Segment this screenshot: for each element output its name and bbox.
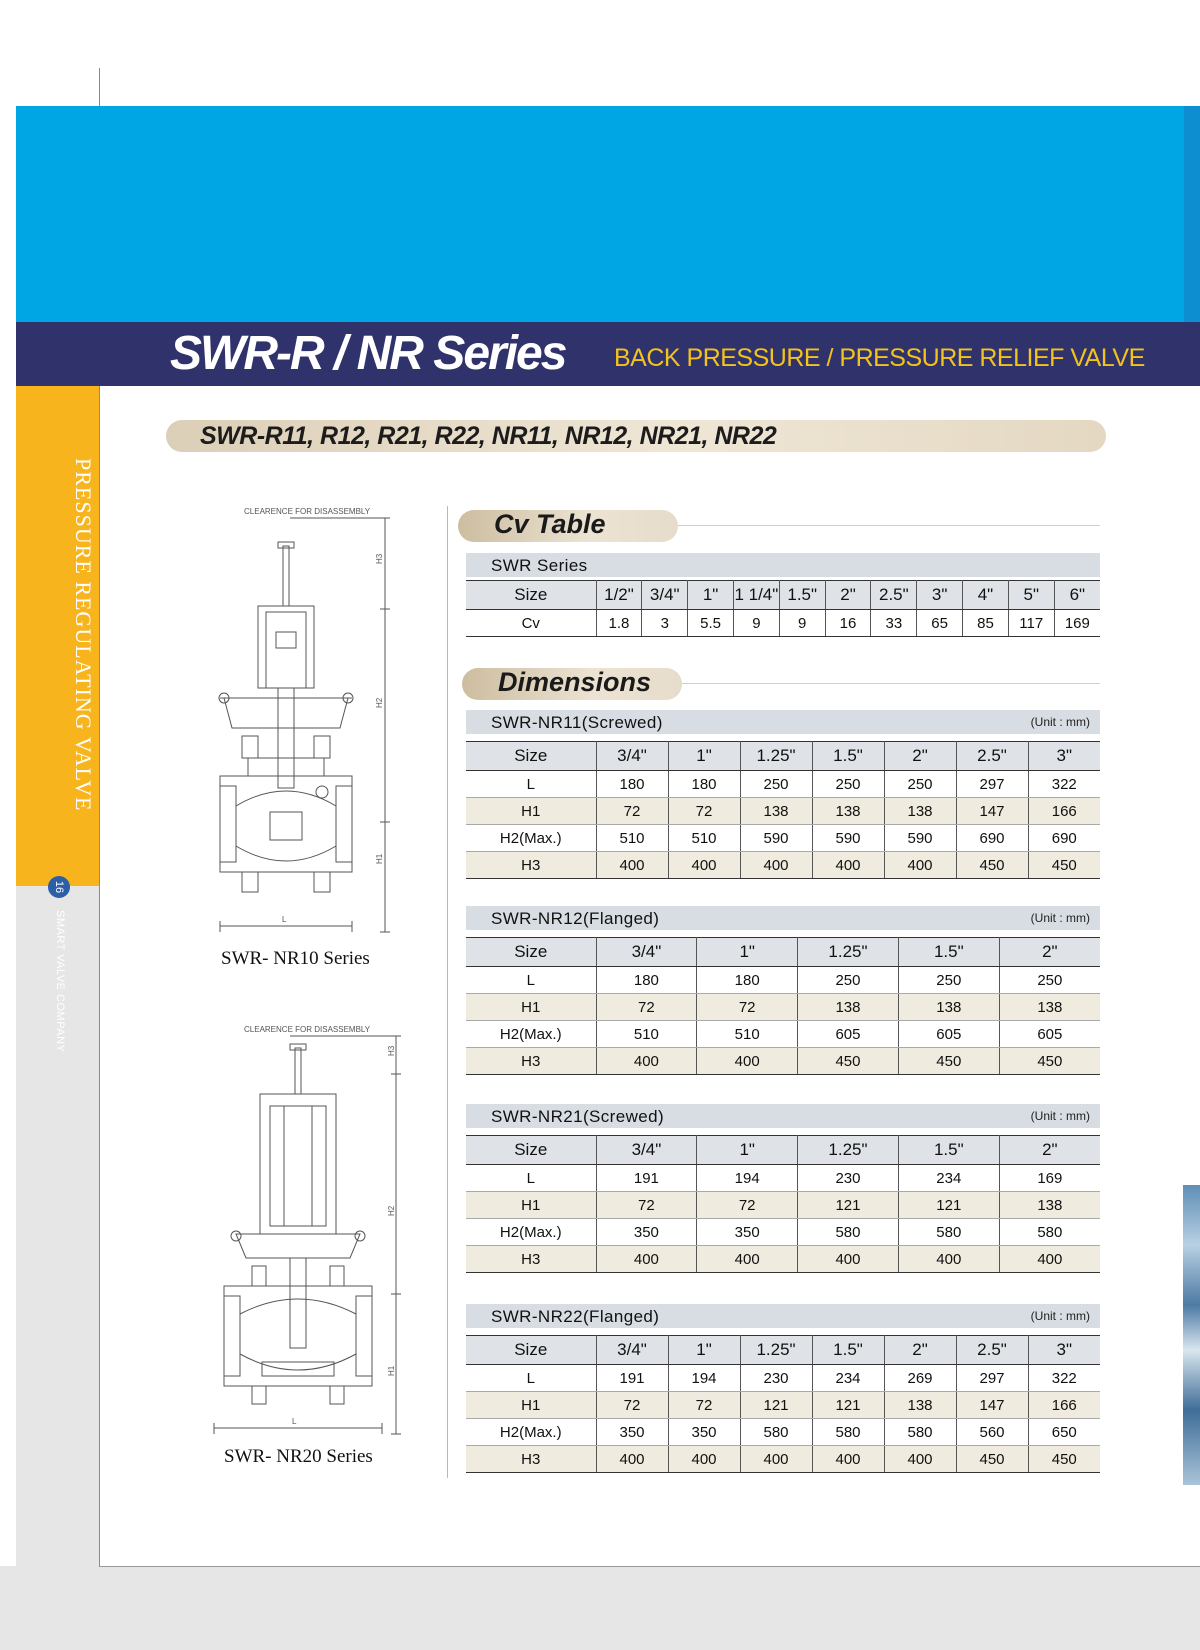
dim-value-cell: 72 (697, 1192, 798, 1219)
dim-value-cell: 400 (668, 1446, 740, 1473)
dim-row-h2max (466, 1419, 1100, 1446)
dim-row-label: H1 (466, 994, 596, 1021)
dim-value-cell: 450 (999, 1048, 1100, 1075)
dim-table (466, 1135, 1100, 1273)
dim-size-label: Size (466, 1136, 596, 1165)
side-vertical-title: PRESSURE REGULATING VALVE (71, 458, 96, 812)
dim-size-cell: 3" (1028, 1336, 1100, 1365)
dim-value-cell: 590 (740, 825, 812, 852)
dim-size-cell: 1" (697, 1136, 798, 1165)
cv-size-cell: 3/4" (642, 581, 688, 610)
clearance-text: CLEARENCE FOR DISASSEMBLY (244, 1025, 371, 1034)
dim-value-cell: 400 (596, 1246, 697, 1273)
dim-size-cell: 3" (1028, 742, 1100, 771)
cv-value-cell: 9 (779, 610, 825, 637)
dim-size-cell: 2" (884, 1336, 956, 1365)
dim-value-cell: 650 (1028, 1419, 1100, 1446)
dim-value-cell: 350 (668, 1419, 740, 1446)
dim-value-cell: 147 (956, 1392, 1028, 1419)
dim-value-cell: 138 (740, 798, 812, 825)
cv-size-cell: 1 1/4" (733, 581, 779, 610)
cv-value-cell: 9 (733, 610, 779, 637)
cv-size-cell: 4" (963, 581, 1009, 610)
dim-value-cell: 191 (596, 1365, 668, 1392)
dim-value-cell: 180 (596, 967, 697, 994)
dim-value-cell: 138 (798, 994, 899, 1021)
cv-value-cell: 3 (642, 610, 688, 637)
dim-value-cell: 590 (812, 825, 884, 852)
dim-size-label: Size (466, 1336, 596, 1365)
cv-value-cell: 117 (1008, 610, 1054, 637)
cv-value-cell: 169 (1054, 610, 1100, 637)
dim-row-label: H2(Max.) (466, 1021, 596, 1048)
dim-row-h3 (466, 1246, 1100, 1273)
dim-size-row (466, 742, 1100, 771)
dim-value-cell: 191 (596, 1165, 697, 1192)
dim-value-cell: 72 (596, 798, 668, 825)
dim-value-cell: 138 (898, 994, 999, 1021)
dim-value-cell: 138 (812, 798, 884, 825)
cv-size-cell: 1/2" (596, 581, 642, 610)
dim-value-cell: 121 (812, 1392, 884, 1419)
dim-size-label: Size (466, 742, 596, 771)
dim-value-cell: 690 (956, 825, 1028, 852)
dim-table (466, 741, 1100, 879)
dim-size-cell: 1" (668, 742, 740, 771)
dim-table-name: SWR-NR11(Screwed) (491, 713, 663, 732)
valve-drawing-nr20 (200, 1014, 460, 1444)
series-subtitle: BACK PRESSURE / PRESSURE RELIEF VALVE (614, 344, 1145, 372)
dim-value-cell: 250 (812, 771, 884, 798)
dim-table-header (466, 906, 1100, 930)
dim-table (466, 937, 1100, 1075)
dim-value-cell: 166 (1028, 1392, 1100, 1419)
cv-size-cell: 6" (1054, 581, 1100, 610)
dim-value-cell: 166 (1028, 798, 1100, 825)
dim-value-cell: 297 (956, 1365, 1028, 1392)
dim-size-cell: 1.25" (740, 1336, 812, 1365)
dim-row-h2max (466, 1021, 1100, 1048)
dim-value-cell: 194 (697, 1165, 798, 1192)
dim-value-cell: 605 (798, 1021, 899, 1048)
dim-value-cell: 690 (1028, 825, 1100, 852)
dim-row-label: H3 (466, 1048, 596, 1075)
dim-value-cell: 230 (740, 1365, 812, 1392)
dim-size-cell: 3/4" (596, 1336, 668, 1365)
dim-value-cell: 250 (740, 771, 812, 798)
dim-value-cell: 350 (596, 1419, 668, 1446)
drawing-label-nr10: SWR- NR10 Series (221, 948, 370, 969)
dim-size-row (466, 1336, 1100, 1365)
top-banner (16, 106, 1200, 322)
dim-value-cell: 169 (999, 1165, 1100, 1192)
cv-size-cell: 2.5" (871, 581, 917, 610)
dim-size-cell: 1.5" (898, 1136, 999, 1165)
dim-row-label: L (466, 1365, 596, 1392)
dim-h3: H3 (387, 1045, 396, 1056)
dim-value-cell: 450 (898, 1048, 999, 1075)
dim-value-cell: 269 (884, 1365, 956, 1392)
dim-size-cell: 3/4" (596, 938, 697, 967)
dim-value-cell: 605 (999, 1021, 1100, 1048)
dim-value-cell: 72 (668, 1392, 740, 1419)
dim-value-cell: 250 (898, 967, 999, 994)
dim-value-cell: 138 (884, 1392, 956, 1419)
dim-row-h3 (466, 1048, 1100, 1075)
section-line-dimensions (682, 683, 1100, 684)
dim-value-cell: 230 (798, 1165, 899, 1192)
dim-value-cell: 121 (798, 1192, 899, 1219)
dim-value-cell: 400 (596, 852, 668, 879)
dim-size-cell: 2" (999, 1136, 1100, 1165)
dim-value-cell: 400 (697, 1246, 798, 1273)
dim-value-cell: 297 (956, 771, 1028, 798)
dim-value-cell: 400 (999, 1246, 1100, 1273)
dim-value-cell: 400 (697, 1048, 798, 1075)
dim-value-cell: 72 (697, 994, 798, 1021)
dim-size-label: Size (466, 938, 596, 967)
dim-size-cell: 2.5" (956, 1336, 1028, 1365)
dim-row-h1 (466, 798, 1100, 825)
dim-size-cell: 2" (999, 938, 1100, 967)
clearance-text: CLEARENCE FOR DISASSEMBLY (244, 507, 371, 516)
dim-size-cell: 1" (697, 938, 798, 967)
dim-table-unit: (Unit : mm) (1030, 1109, 1090, 1123)
dim-value-cell: 400 (798, 1246, 899, 1273)
dim-row-label: H1 (466, 798, 596, 825)
dim-row-h2max (466, 825, 1100, 852)
dim-value-cell: 450 (956, 852, 1028, 879)
dim-row-label: H2(Max.) (466, 825, 596, 852)
dim-row-h1 (466, 1192, 1100, 1219)
dim-size-cell: 1.25" (740, 742, 812, 771)
dim-table-unit: (Unit : mm) (1030, 1309, 1090, 1323)
dim-table-name: SWR-NR21(Screwed) (491, 1107, 665, 1126)
dim-row-label: L (466, 1165, 596, 1192)
dim-table-unit: (Unit : mm) (1030, 715, 1090, 729)
cv-row-label: Cv (466, 610, 596, 637)
dim-row-label: H2(Max.) (466, 1419, 596, 1446)
dim-size-cell: 2.5" (956, 742, 1028, 771)
dim-value-cell: 322 (1028, 1365, 1100, 1392)
series-title: SWR-R / NR Series (170, 327, 566, 380)
dim-value-cell: 510 (697, 1021, 798, 1048)
dim-row-label: H3 (466, 852, 596, 879)
dim-size-cell: 1.5" (812, 742, 884, 771)
dim-row-label: L (466, 771, 596, 798)
dim-value-cell: 400 (740, 1446, 812, 1473)
dim-table-name: SWR-NR22(Flanged) (491, 1307, 660, 1326)
dim-size-cell: 3/4" (596, 1136, 697, 1165)
cv-table-name: SWR Series (491, 556, 588, 575)
dim-h1: H1 (375, 853, 384, 864)
dim-table-header (466, 1104, 1100, 1128)
dim-l: L (292, 1417, 297, 1426)
dim-value-cell: 72 (668, 798, 740, 825)
dim-size-cell: 1.5" (898, 938, 999, 967)
dim-value-cell: 605 (898, 1021, 999, 1048)
dim-value-cell: 450 (1028, 852, 1100, 879)
cv-section-title: Cv Table (494, 509, 606, 539)
dim-size-cell: 1.5" (812, 1336, 884, 1365)
dim-size-cell: 1.25" (798, 938, 899, 967)
dim-value-cell: 400 (596, 1048, 697, 1075)
dim-size-cell: 2" (884, 742, 956, 771)
dim-value-cell: 138 (884, 798, 956, 825)
dim-value-cell: 147 (956, 798, 1028, 825)
dim-value-cell: 72 (596, 1392, 668, 1419)
dim-value-cell: 510 (668, 825, 740, 852)
dim-value-cell: 194 (668, 1365, 740, 1392)
cv-value-cell: 1.8 (596, 610, 642, 637)
page-margin (0, 1566, 99, 1649)
dim-value-cell: 250 (999, 967, 1100, 994)
cv-size-cell: 1.5" (779, 581, 825, 610)
dim-value-cell: 121 (740, 1392, 812, 1419)
cv-table (466, 580, 1100, 637)
dim-value-cell: 590 (884, 825, 956, 852)
dim-value-cell: 350 (697, 1219, 798, 1246)
cv-value-cell: 5.5 (688, 610, 734, 637)
dim-row-label: H1 (466, 1392, 596, 1419)
photo-strip (1183, 1185, 1200, 1485)
cv-value-cell: 33 (871, 610, 917, 637)
dim-value-cell: 72 (596, 1192, 697, 1219)
cv-value-row (466, 610, 1100, 637)
dim-value-cell: 400 (740, 852, 812, 879)
model-list: SWR-R11, R12, R21, R22, NR11, NR12, NR21, NR22 (200, 422, 777, 450)
cv-size-row (466, 581, 1100, 610)
section-line-cv (678, 525, 1100, 526)
dim-size-cell: 1.25" (798, 1136, 899, 1165)
cv-size-label: Size (466, 581, 596, 610)
dim-row-label: H3 (466, 1246, 596, 1273)
dim-value-cell: 234 (898, 1165, 999, 1192)
dim-value-cell: 138 (999, 994, 1100, 1021)
dim-value-cell: 450 (956, 1446, 1028, 1473)
dim-value-cell: 400 (812, 1446, 884, 1473)
dim-value-cell: 250 (798, 967, 899, 994)
dim-value-cell: 580 (999, 1219, 1100, 1246)
dim-row-l (466, 967, 1100, 994)
dim-row-h3 (466, 1446, 1100, 1473)
dim-size-cell: 3/4" (596, 742, 668, 771)
dim-row-h1 (466, 1392, 1100, 1419)
dim-value-cell: 580 (898, 1219, 999, 1246)
dim-row-label: L (466, 967, 596, 994)
dim-table-name: SWR-NR12(Flanged) (491, 909, 660, 928)
cv-value-cell: 65 (917, 610, 963, 637)
cv-size-cell: 2" (825, 581, 871, 610)
dim-value-cell: 450 (1028, 1446, 1100, 1473)
cv-size-cell: 5" (1008, 581, 1054, 610)
company-name: SMART VALVE COMPANY (54, 910, 66, 1053)
dim-value-cell: 180 (596, 771, 668, 798)
dim-table-header (466, 710, 1100, 734)
dim-value-cell: 400 (898, 1246, 999, 1273)
dim-size-row (466, 938, 1100, 967)
dim-value-cell: 180 (668, 771, 740, 798)
dim-value-cell: 400 (812, 852, 884, 879)
dim-value-cell: 234 (812, 1365, 884, 1392)
dim-size-cell: 1" (668, 1336, 740, 1365)
cv-size-cell: 3" (917, 581, 963, 610)
dim-value-cell: 322 (1028, 771, 1100, 798)
dim-row-h3 (466, 852, 1100, 879)
dim-value-cell: 580 (884, 1419, 956, 1446)
dim-row-label: H2(Max.) (466, 1219, 596, 1246)
dim-value-cell: 400 (884, 852, 956, 879)
dim-row-label: H3 (466, 1446, 596, 1473)
dim-table (466, 1335, 1100, 1473)
cv-size-cell: 1" (688, 581, 734, 610)
dim-row-h2max (466, 1219, 1100, 1246)
dim-value-cell: 400 (596, 1446, 668, 1473)
cv-value-cell: 16 (825, 610, 871, 637)
dim-table-unit: (Unit : mm) (1030, 911, 1090, 925)
dim-value-cell: 510 (596, 1021, 697, 1048)
dim-row-l (466, 1165, 1100, 1192)
dim-value-cell: 580 (812, 1419, 884, 1446)
banner-edge (1184, 106, 1200, 322)
dim-value-cell: 250 (884, 771, 956, 798)
dim-value-cell: 510 (596, 825, 668, 852)
column-divider (447, 506, 448, 1478)
dim-h2: H2 (387, 1205, 396, 1216)
dim-row-l (466, 1365, 1100, 1392)
cv-value-cell: 85 (963, 610, 1009, 637)
dim-value-cell: 350 (596, 1219, 697, 1246)
dim-value-cell: 400 (884, 1446, 956, 1473)
dim-value-cell: 72 (596, 994, 697, 1021)
dim-value-cell: 138 (999, 1192, 1100, 1219)
dim-h2: H2 (375, 697, 384, 708)
dim-value-cell: 180 (697, 967, 798, 994)
dim-value-cell: 560 (956, 1419, 1028, 1446)
dim-row-h1 (466, 994, 1100, 1021)
dim-row-label: H1 (466, 1192, 596, 1219)
dim-table-header (466, 1304, 1100, 1328)
dim-value-cell: 580 (740, 1419, 812, 1446)
dim-row-l (466, 771, 1100, 798)
page-number-badge: 16 (48, 876, 70, 898)
drawing-label-nr20: SWR- NR20 Series (224, 1446, 373, 1467)
cv-table-header (466, 553, 1100, 577)
dim-h3: H3 (375, 553, 384, 564)
dim-value-cell: 121 (898, 1192, 999, 1219)
dim-h1: H1 (387, 1365, 396, 1376)
dimensions-section-title: Dimensions (498, 667, 652, 697)
dim-size-row (466, 1136, 1100, 1165)
dim-l: L (282, 915, 287, 924)
valve-drawing-nr10 (200, 496, 460, 936)
page-bottom-margin (99, 1566, 1200, 1650)
dim-value-cell: 450 (798, 1048, 899, 1075)
dim-value-cell: 400 (668, 852, 740, 879)
dim-value-cell: 580 (798, 1219, 899, 1246)
